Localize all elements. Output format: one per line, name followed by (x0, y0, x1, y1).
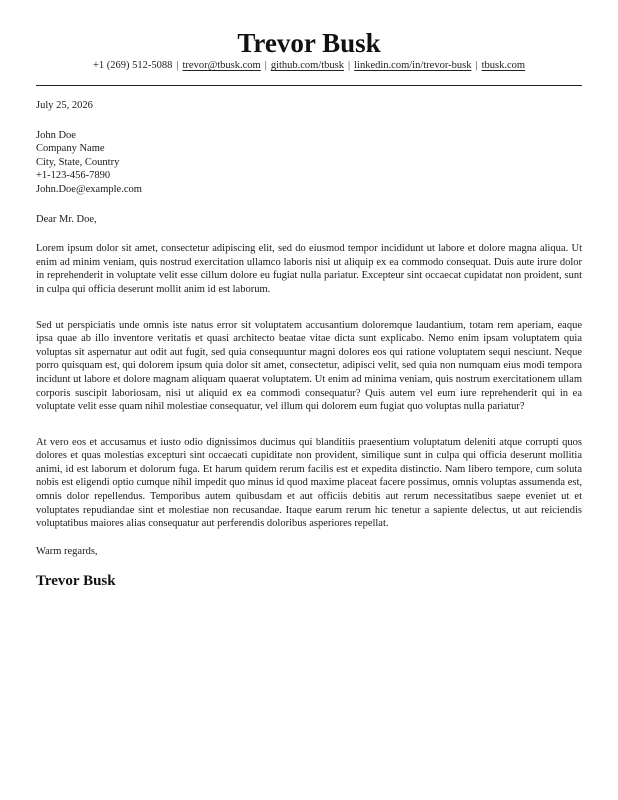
github-link[interactable]: github.com/tbusk (270, 60, 345, 71)
closing: Warm regards, (36, 545, 98, 557)
recipient-phone: +1-123-456-7890 (36, 170, 111, 182)
separator: | (264, 60, 267, 71)
website-link[interactable]: tbusk.com (481, 60, 526, 71)
recipient-name: John Doe (36, 129, 76, 141)
sender-name: Trevor Busk (237, 28, 381, 58)
signature-name: Trevor Busk (36, 573, 116, 590)
separator: | (348, 60, 351, 71)
header-divider (36, 85, 582, 86)
separator: | (475, 60, 478, 71)
body-paragraph-3: At vero eos et accusamus et iusto odio dignissimos ducimus qui blanditiis praesentium voluptatum deleniti atque corrupti quos dolores et quas molestias excepturi sint occaecati cupiditate non provident, similique sunt in culpa qui officia deserunt mollitia animi, id est laborum et dolorum fuga. Et harum quidem rerum facilis est et expedita distinctio. Nam libero tempore, cum soluta nobis est eligendi optio cumque nihil impedit quo minus id quod maxime placeat facere possimus, omnis voluptas assumenda est, omnis dolor repellendus. Temporibus autem quibusdam et aut officiis debitis aut rerum necessitatibus saepe eveniet ut et voluptates repudiandae sint et molestiae non recusandae. Itaque earum rerum hic tenetur a sapiente delectus, ut aut reiciendis voluptatibus maiores alias consequatur aut perferendis doloribus asperiores repellat. (36, 436, 582, 530)
linkedin-link[interactable]: linkedin.com/in/trevor-busk (354, 60, 472, 71)
recipient-company: Company Name (36, 143, 105, 155)
letter-header (36, 0, 582, 73)
recipient-email: John.Doe@example.com (36, 183, 142, 195)
sender-phone: +1 (269) 512-5088 (92, 60, 173, 71)
contact-line (36, 59, 582, 73)
recipient-location: City, State, Country (36, 156, 120, 168)
greeting: Dear Mr. Doe, (36, 213, 97, 225)
separator: | (176, 60, 179, 71)
sender-email-link[interactable]: trevor@tbusk.com (182, 60, 261, 71)
recipient-block (36, 129, 582, 197)
body-paragraph-2: Sed ut perspiciatis unde omnis iste natus error sit voluptatem accusantium doloremque laudantium, totam rem aperiam, eaque ipsa quae ab illo inventore veritatis et quasi architecto beatae vitae dicta sunt explicabo. Nemo enim ipsam voluptatem quia voluptas sit aspernatur aut odit aut fugit, sed quia consequuntur magni dolores eos qui ratione voluptatem sequi nesciunt. Neque porro quisquam est, qui dolorem ipsum quia dolor sit amet, consectetur, adipisci velit, sed quia non numquam eius modi tempora incidunt ut labore et dolore magnam aliquam quaerat voluptatem. Ut enim ad minima veniam, quis nostrum exercitationem ullam corporis suscipit laboriosam, nisi ut aliquid ex ea commodi consequatur? Quis autem vel eum iure reprehenderit qui in ea voluptate velit esse quam nihil molestiae consequatur, vel illum qui dolorem eum fugiat quo voluptas nulla pariatur? (36, 319, 582, 413)
body-paragraph-1: Lorem ipsum dolor sit amet, consectetur adipiscing elit, sed do eiusmod tempor incididunt ut labore et dolore magna aliqua. Ut enim ad minim veniam, quis nostrud exercitation ullamco laboris nisi ut aliquip ex ea commodo consequat. Duis aute irure dolor in reprehenderit in voluptate velit esse cillum dolore eu fugiat nulla pariatur. Excepteur sint occaecat cupidatat non proident, sunt in culpa qui officia deserunt mollit anim id est laborum. (36, 243, 582, 295)
letter-date: July 25, 2026 (36, 100, 93, 111)
